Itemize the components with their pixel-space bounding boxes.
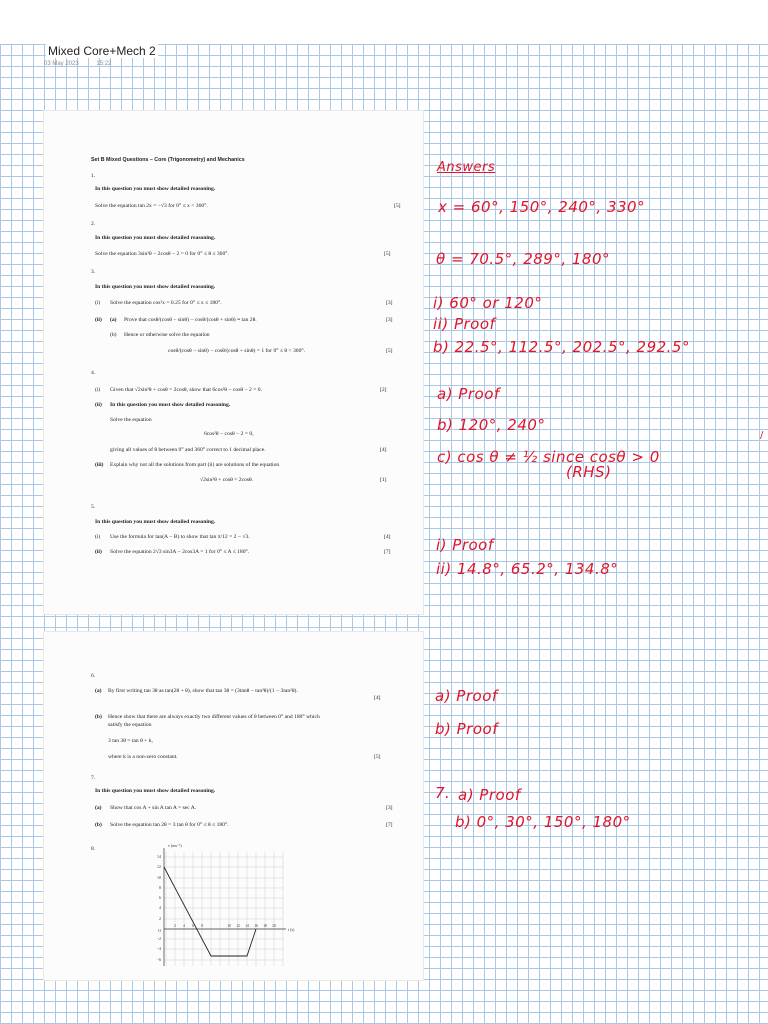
q2-text: Solve the equation 3sin²θ − 2cosθ − 2 = 0 for 0° ≤ θ ≤ 360°. (95, 251, 229, 257)
q7-b-text: Solve the equation tan 2θ = 3 tan θ for 0° ≤ θ ≤ 180°. (110, 822, 229, 828)
q4-iii-marks: [1] (380, 477, 387, 483)
q3-iib-marks: [5] (386, 348, 393, 354)
answer-q6-b: b) Proof (435, 720, 498, 738)
x-tick-label: 16 (254, 924, 258, 928)
answer-q6-a: a) Proof (435, 687, 498, 705)
answer-q5-i: i) Proof (436, 536, 494, 554)
y-tick-label: 14 (157, 854, 161, 859)
q1-number: 1. (91, 173, 96, 179)
answer-q3-b: b) 22.5°, 112.5°, 202.5°, 292.5° (433, 338, 690, 356)
q4-iii-text: Explain why not all the solutions from part (ii) are solutions of the equation (110, 462, 280, 468)
y-tick-label: 2 (159, 916, 161, 921)
q4-i-label: (i) (95, 387, 101, 393)
y-tick-label: −2 (156, 936, 161, 941)
q7-a-marks: [3] (386, 805, 393, 811)
y-tick-label: −4 (156, 946, 161, 951)
q3-i-text: Solve the equation cos²x = 0.25 for 0° ≤ x ≤ 180°. (110, 300, 222, 306)
sheet-heading: Set B Mixed Questions – Core (Trigonometry) and Mechanics (91, 157, 245, 163)
q3-iib-label: (b) (110, 332, 117, 338)
x-tick-label: 14 (245, 924, 249, 928)
answer-q3-i: i) 60° or 120° (433, 294, 543, 312)
q5-i-label: (i) (95, 534, 101, 540)
q2-marks: [5] (384, 251, 391, 257)
q4-iii-label: (iii) (95, 462, 104, 468)
y-axis-label: v (ms⁻¹) (168, 843, 182, 848)
answer-q4-b: b) 120°, 240° (437, 416, 546, 434)
question-sheet-1 (44, 111, 423, 614)
q1-instruction: In this question you must show detailed reasoning. (95, 186, 216, 192)
answer-q4-a: a) Proof (437, 385, 500, 403)
q4-i-marks: [2] (380, 387, 387, 393)
q6-a-label: (a) (95, 688, 102, 694)
y-tick-label: 6 (159, 895, 161, 900)
q4-ii-text2: giving all values of θ between 0° and 360° correct to 1 decimal place. (110, 447, 266, 453)
page-time: 15:22 (96, 61, 112, 67)
q6-b-text: Hence show that there are always exactly two different values of θ between 0° and 180° which (108, 714, 320, 720)
answers-title: Answers (437, 160, 496, 175)
answer-q7-b: b) 0°, 30°, 150°, 180° (455, 813, 631, 831)
q5-ii-text: Solve the equation 2√3 sin3A − 2cos3A = 1 for 0° ≤ A ≤ 180°. (110, 549, 250, 555)
q5-i-marks: [4] (384, 534, 391, 540)
q4-ii-text: Solve the equation (110, 417, 152, 423)
answer-q1: x = 60°, 150°, 240°, 330° (438, 198, 646, 216)
q3-iia-text: Prove that cosθ/(cosθ − sinθ) − cosθ/(cosθ + sinθ) ≡ tan 2θ. (124, 317, 257, 323)
q2-instruction: In this question you must show detailed reasoning. (95, 235, 216, 241)
y-tick-label: 8 (159, 885, 161, 890)
x-tick-label: 8 (201, 924, 203, 928)
y-tick-label: O (158, 928, 161, 933)
q3-i-label: (i) (95, 300, 101, 306)
y-tick-label: 4 (159, 905, 161, 910)
q3-iia-marks: [3] (386, 317, 393, 323)
x-axis-label: t (s) (288, 927, 295, 932)
q1-text: Solve the equation tan 2x = −√3 for 0° ≤ x < 360°. (95, 203, 208, 209)
q5-i-text: Use the formula for tan(A − B) to show that tan π/12 = 2 − √3. (110, 534, 250, 540)
y-tick-label: −6 (156, 957, 161, 962)
q4-number: 4. (91, 370, 96, 376)
q1-marks: [5] (394, 203, 401, 209)
q6-b-label: (b) (95, 714, 102, 720)
x-tick-label: 2 (174, 924, 176, 928)
q7-number: 7. (91, 775, 96, 781)
q6-b-equation: 3 tan 3θ = tan θ + k, (108, 738, 153, 744)
x-tick-label: 10 (227, 924, 231, 928)
q6-b-marks: [5] (374, 754, 381, 760)
q8-number: 8. (91, 846, 96, 852)
answer-q4-c-note: (RHS) (566, 463, 612, 481)
x-tick-label: 18 (263, 924, 267, 928)
q5-ii-label: (ii) (95, 549, 102, 555)
answer-q3-ii: ii) Proof (433, 315, 496, 333)
q3-i-marks: [3] (386, 300, 393, 306)
q3-iia-label: (a) (110, 317, 117, 323)
q4-iii-equation: √2sin²θ + cosθ = 2cosθ. (200, 477, 254, 483)
q3-instruction: In this question you must show detailed reasoning. (95, 284, 216, 290)
page-date: 03 May 2023 (44, 61, 79, 67)
q7-b-marks: [7] (386, 822, 393, 828)
q7-a-text: Show that cos A + sin A tan A = sec A. (110, 805, 197, 811)
page-meta (44, 61, 127, 67)
q3-number: 3. (91, 269, 96, 275)
q4-ii-equation: 6cos²θ − cosθ − 2 = 0, (204, 431, 254, 437)
x-tick-label: 12 (236, 924, 240, 928)
q4-ii-marks: [4] (380, 447, 387, 453)
q7-b-label: (b) (95, 822, 102, 828)
stray-pen-mark: / (760, 430, 764, 441)
q6-a-text: By first writing tan 3θ as tan(2θ + θ), show that tan 3θ = (3tanθ − tan³θ)/(1 − 3tan²θ). (108, 688, 298, 694)
q4-ii-label: (ii) (95, 402, 102, 408)
answer-q5-ii: ii) 14.8°, 65.2°, 134.8° (436, 560, 619, 578)
answer-q4-c: c) cos θ ≠ ½ since cosθ > 0 (437, 448, 660, 466)
q3-iib-text: Hence or otherwise solve the equation (124, 332, 210, 338)
q4-ii-instruction: In this question you must show detailed reasoning. (110, 402, 231, 408)
q6-a-marks: [4] (374, 695, 381, 701)
answer-q7-a: a) Proof (458, 786, 521, 804)
x-tick-label: 20 (272, 924, 276, 928)
q5-ii-marks: [7] (384, 549, 391, 555)
q6-b-text2: satisfy the equation (108, 722, 152, 728)
q5-instruction: In this question you must show detailed reasoning. (95, 519, 216, 525)
x-tick-label: 4 (183, 924, 185, 928)
y-tick-label: 10 (157, 875, 161, 880)
answer-q2: θ = 70.5°, 289°, 180° (436, 250, 611, 268)
page-title: Mixed Core+Mech 2 (48, 44, 156, 58)
x-tick-label: 6 (192, 924, 194, 928)
q3-ii-label: (ii) (95, 317, 102, 323)
q2-number: 2. (91, 221, 96, 227)
header-band (0, 0, 768, 44)
q3-iib-equation: cosθ/(cosθ − sinθ) − cosθ/(cosθ + sinθ) = 1 for 0° ≤ θ < 360°. (168, 348, 305, 354)
y-tick-label: 12 (157, 864, 161, 869)
q8-velocity-time-graph (108, 840, 308, 972)
q5-number: 5. (91, 504, 96, 510)
q4-i-text: Given that √2sin²θ + cosθ = 2cosθ, show that 6cos²θ − cosθ − 2 = 0. (110, 387, 262, 393)
q7-a-label: (a) (95, 805, 102, 811)
q6-b-text3: where k is a non-zero constant. (108, 754, 178, 760)
q6-number: 6. (91, 673, 96, 679)
q7-instruction: In this question you must show detailed reasoning. (95, 788, 216, 794)
answer-q7-number: 7. (435, 784, 451, 802)
